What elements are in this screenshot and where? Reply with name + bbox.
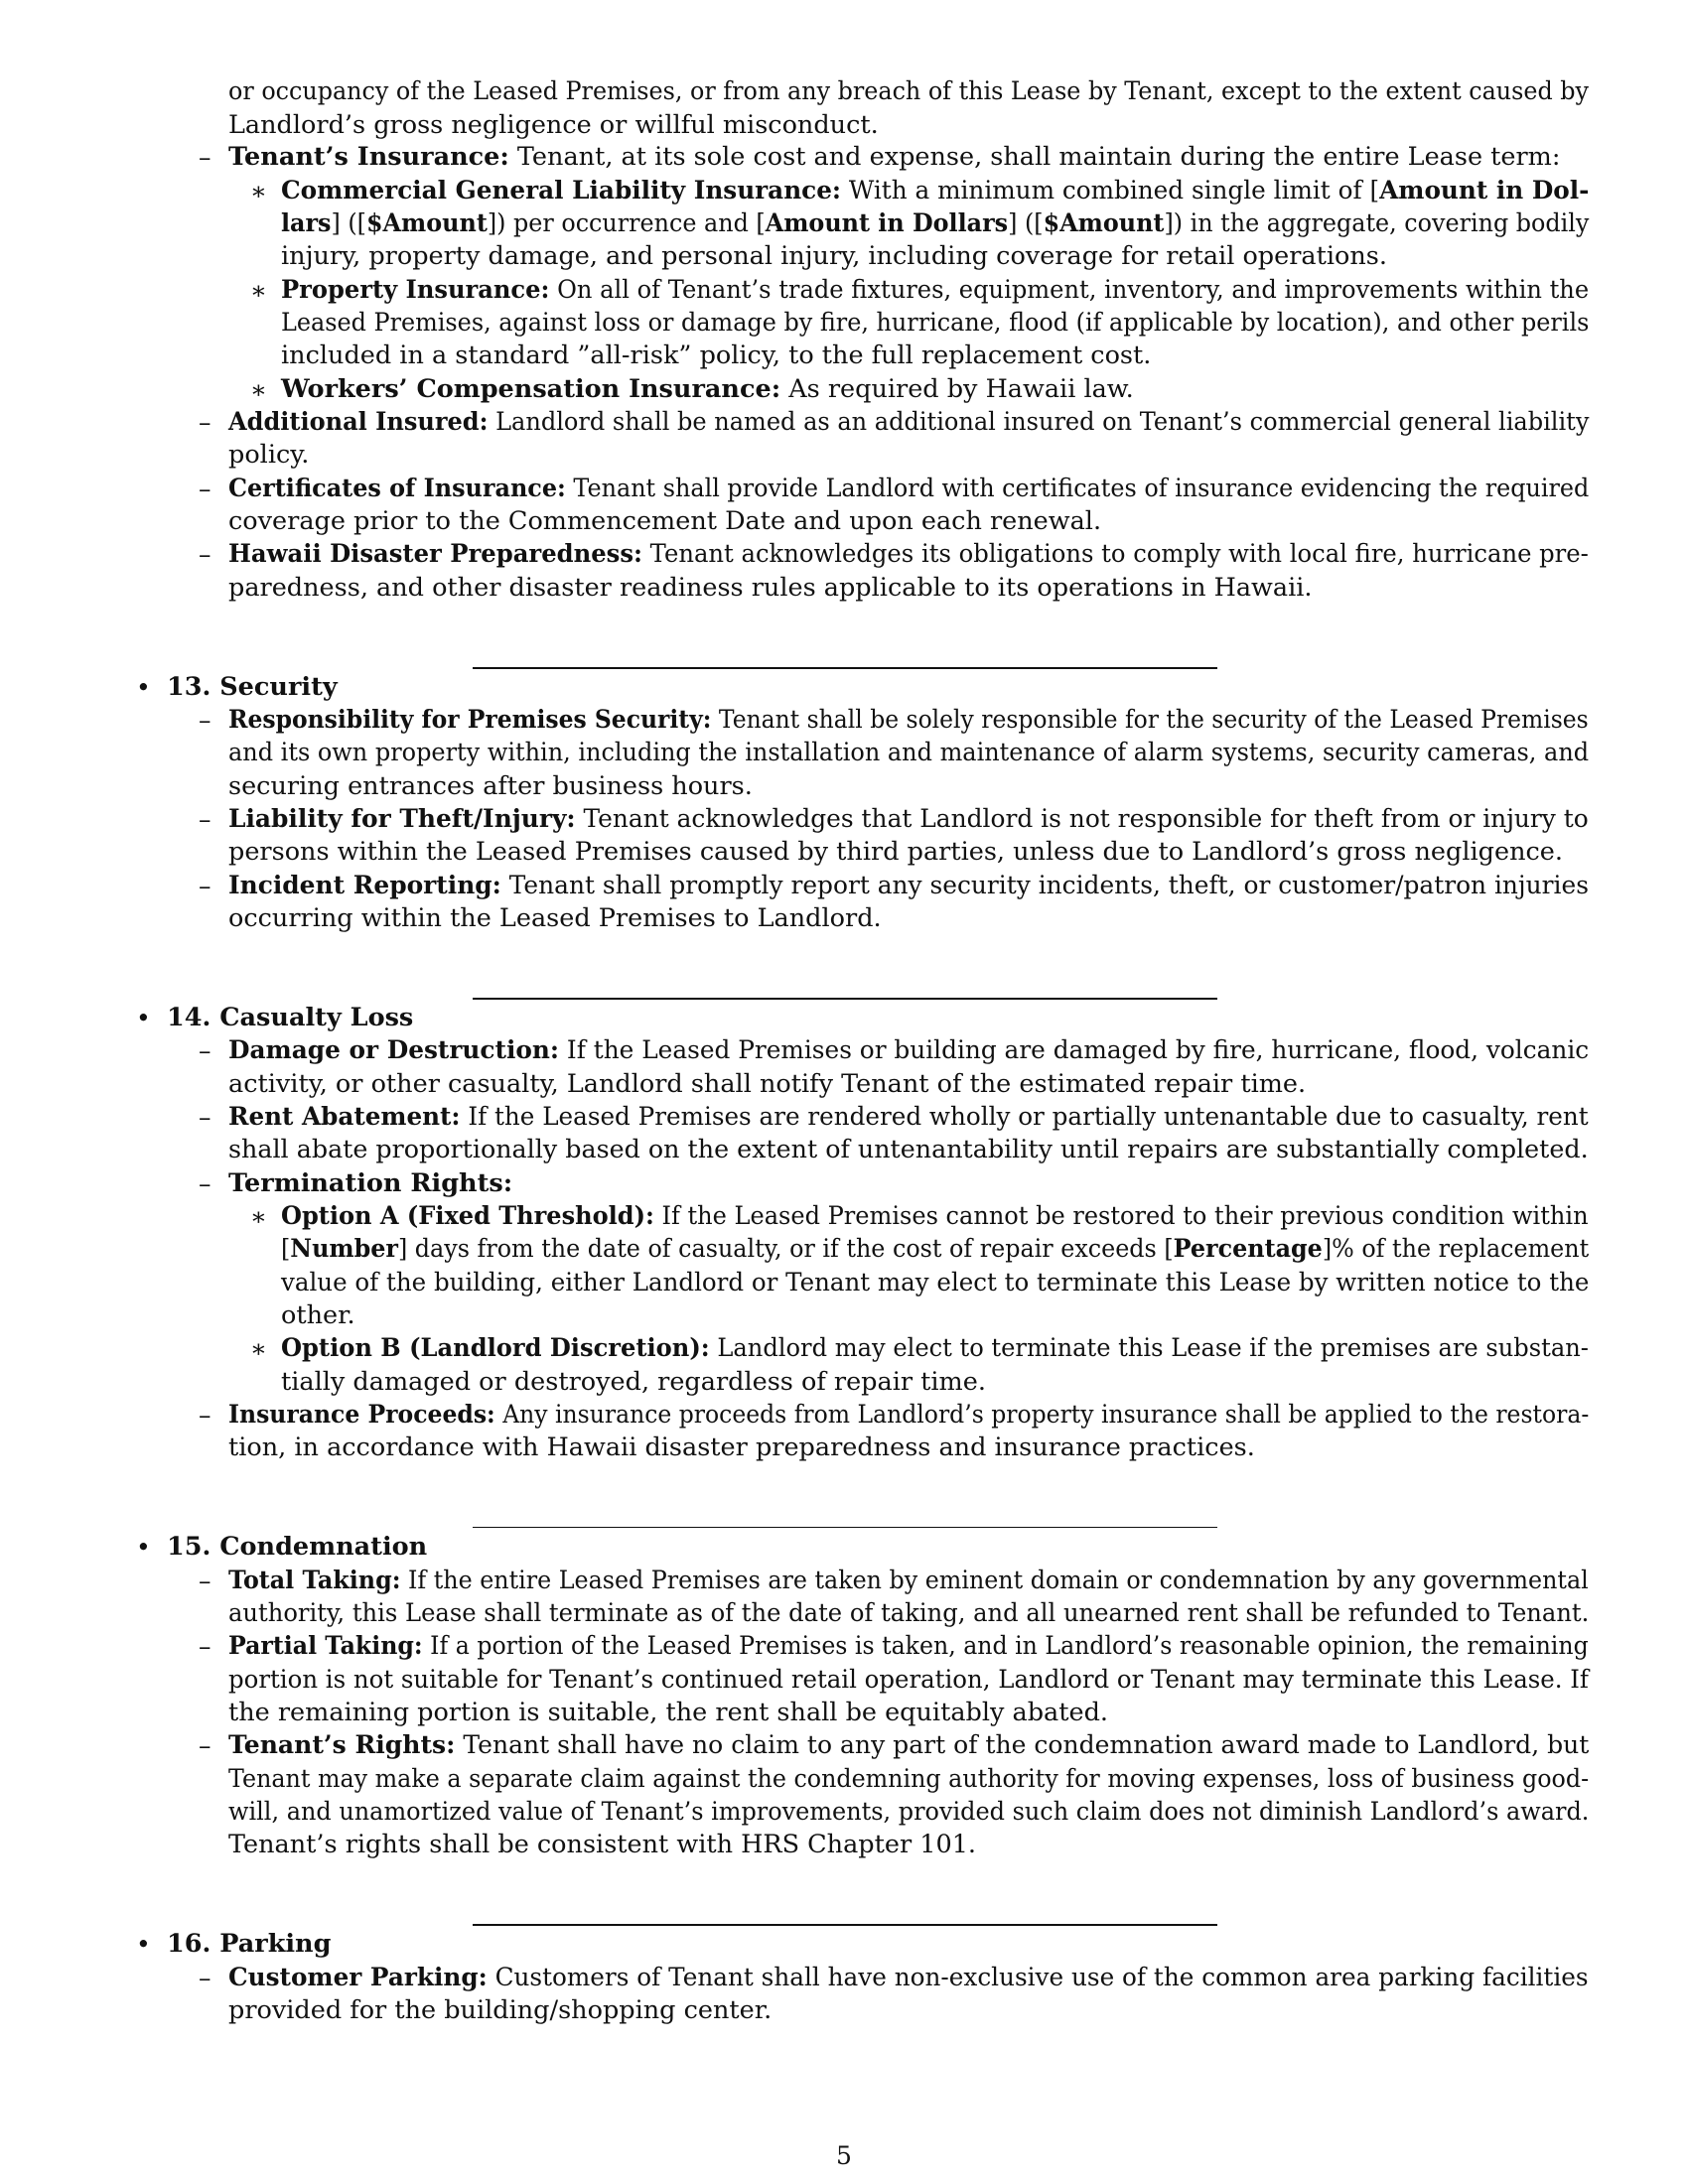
bold-text: $Amount: [365, 208, 488, 238]
text-line: [228, 1630, 1589, 1663]
text-run: Tenant’s rights shall be consistent with HRS Chapter 101.: [228, 1830, 977, 1859]
text-run: If the Leased Premises cannot be restored to their previous condition within: [653, 1201, 1589, 1231]
text-line: [281, 373, 1134, 406]
bold-text: Certificates of Insurance:: [228, 474, 566, 503]
section-divider: [473, 998, 1217, 1000]
bold-text: Number: [290, 1234, 398, 1264]
text-run: occurring within the Leased Premises to Landlord.: [228, 903, 882, 933]
text-line: [228, 902, 882, 935]
bold-text: Option B (Landlord Discretion):: [281, 1333, 710, 1363]
bold-text: lars: [281, 208, 332, 238]
text-run: If the Leased Premises or building are damaged by fire, hurricane, flood, volcanic: [559, 1035, 1590, 1065]
bold-text: Property Insurance:: [281, 275, 550, 305]
text-run: Landlord’s gross negligence or willful misconduct.: [228, 110, 879, 140]
sub-bullet-marker: ∗: [250, 375, 267, 404]
text-line: [228, 1597, 1589, 1630]
text-run: provided for the building/shopping center.: [228, 1995, 773, 2025]
dash-marker: –: [199, 1964, 211, 1992]
text-run: Tenant shall be solely responsible for the security of the Leased Premises: [711, 705, 1589, 735]
text-line: [167, 1531, 427, 1564]
bullet-marker: •: [136, 1004, 151, 1032]
text-run: [: [281, 1234, 291, 1264]
text-run: or occupancy of the Leased Premises, or from any breach of this Lease by Tenant, except to the extent caused by: [228, 76, 1590, 106]
text-line: [228, 803, 1589, 836]
section-divider: [473, 1527, 1217, 1528]
text-line: [281, 1299, 355, 1332]
text-run: Tenant shall promptly report any security incidents, theft, or customer/patron injuries: [500, 871, 1589, 900]
page-number: 5: [836, 2141, 852, 2170]
text-run: ] days from the date of casualty, or if the cost of repair exceeds [: [397, 1234, 1174, 1264]
text-line: [228, 473, 1589, 505]
text-run: If a portion of the Leased Premises is taken, and in Landlord’s reasonable opinion, the remaining: [422, 1631, 1589, 1661]
text-line: [228, 1399, 1589, 1432]
text-line: [228, 505, 1101, 538]
bold-text: 16. Parking: [167, 1929, 332, 1959]
text-run: Landlord shall be named as an additional insured on Tenant’s commercial general liability: [488, 407, 1590, 437]
bold-text: Rent Abatement:: [228, 1102, 461, 1132]
text-run: paredness, and other disaster readiness rules applicable to its operations in Hawaii.: [228, 573, 1313, 603]
text-line: [228, 1167, 512, 1200]
text-run: Tenant acknowledges that Landlord is not responsible for theft from or injury to: [575, 804, 1589, 834]
text-line: [281, 1267, 1589, 1299]
text-run: activity, or other casualty, Landlord shall notify Tenant of the estimated repair time.: [228, 1069, 1307, 1099]
text-run: Tenant, at its sole cost and expense, shall maintain during the entire Lease term:: [508, 142, 1561, 172]
text-run: Tenant may make a separate claim against the condemning authority for moving expenses, loss of business good-: [228, 1764, 1590, 1794]
text-run: tion, in accordance with Hawaii disaster preparedness and insurance practices.: [228, 1433, 1255, 1462]
sub-bullet-marker: ∗: [250, 177, 267, 205]
bullet-marker: •: [136, 673, 151, 702]
dash-marker: –: [199, 1401, 211, 1430]
section-divider: [473, 667, 1217, 669]
text-line: [228, 1432, 1255, 1464]
text-run: tially damaged or destroyed, regardless of repair time.: [281, 1367, 986, 1397]
dash-marker: –: [199, 706, 211, 735]
text-run: With a minimum combined single limit of [: [841, 176, 1380, 205]
text-line: [228, 538, 1589, 571]
text-run: Landlord may elect to terminate this Lease if the premises are substan-: [709, 1333, 1589, 1363]
bold-text: Option A (Fixed Threshold):: [281, 1201, 654, 1231]
bold-text: Damage or Destruction:: [228, 1035, 560, 1065]
text-run: ]) in the aggregate, covering bodily: [1164, 208, 1590, 238]
text-line: [228, 1068, 1306, 1101]
bold-text: Total Taking:: [228, 1566, 401, 1595]
bold-text: Insurance Proceeds:: [228, 1400, 495, 1430]
text-line: [281, 207, 1589, 240]
bold-text: 14. Casualty Loss: [167, 1003, 414, 1032]
text-line: [281, 340, 1151, 372]
dash-marker: –: [199, 872, 211, 900]
text-run: authority, this Lease shall terminate as of the date of taking, and all unearned rent shall be refunded to Tenant.: [228, 1598, 1590, 1628]
text-run: shall abate proportionally based on the extent of untenantability until repairs are substantially completed.: [228, 1135, 1589, 1164]
text-run: will, and unamortized value of Tenant’s improvements, provided such claim does not diminish Landlord’s award.: [228, 1797, 1590, 1827]
dash-marker: –: [199, 408, 211, 437]
text-line: [228, 1697, 1108, 1729]
text-line: [228, 141, 1560, 174]
text-run: Leased Premises, against loss or damage by fire, hurricane, flood (if applicable by location), and other perils: [281, 308, 1590, 338]
dash-marker: –: [199, 1103, 211, 1132]
text-line: [228, 1565, 1589, 1597]
dash-marker: –: [199, 1731, 211, 1760]
text-line: [228, 1134, 1589, 1166]
text-line: [281, 1200, 1589, 1233]
bold-text: Responsibility for Premises Security:: [228, 705, 712, 735]
dash-marker: –: [199, 540, 211, 569]
text-run: coverage prior to the Commencement Date and upon each renewal.: [228, 506, 1102, 536]
bold-text: $Amount: [1043, 208, 1165, 238]
text-line: [228, 1829, 976, 1861]
text-run: ] ([: [331, 208, 366, 238]
bold-text: Incident Reporting:: [228, 871, 501, 900]
text-run: ]) per occurrence and [: [487, 208, 766, 238]
text-line: [228, 1796, 1589, 1829]
bullet-marker: •: [136, 1930, 151, 1959]
text-line: [228, 406, 1589, 439]
sub-bullet-marker: ∗: [250, 1202, 267, 1231]
text-line: [167, 1928, 331, 1961]
text-line: [281, 274, 1589, 307]
text-line: [281, 1366, 986, 1399]
text-run: ]% of the replacement: [1322, 1234, 1590, 1264]
text-line: [228, 1994, 772, 2027]
bold-text: Hawaii Disaster Preparedness:: [228, 539, 642, 569]
text-line: [281, 1332, 1589, 1365]
text-line: [228, 704, 1589, 737]
text-run: If the Leased Premises are rendered wholly or partially untenantable due to casualty, rent: [460, 1102, 1589, 1132]
bold-text: Additional Insured:: [228, 407, 489, 437]
text-line: [281, 175, 1589, 207]
bold-text: Amount in Dollars: [765, 208, 1009, 238]
text-run: value of the building, either Landlord or Tenant may elect to terminate this Lease by written notice to the: [281, 1268, 1590, 1297]
sub-bullet-marker: ∗: [250, 276, 267, 305]
bold-text: Liability for Theft/Injury:: [228, 804, 576, 834]
text-line: [228, 836, 1563, 869]
text-run: injury, property damage, and personal injury, including coverage for retail operations.: [281, 241, 1387, 271]
text-line: [228, 75, 1589, 108]
text-line: [228, 572, 1313, 605]
dash-marker: –: [199, 1036, 211, 1065]
bold-text: Tenant’s Insurance:: [228, 142, 509, 172]
dash-marker: –: [199, 475, 211, 503]
bold-text: Customer Parking:: [228, 1963, 488, 1992]
text-run: portion is not suitable for Tenant’s continued retail operation, Landlord or Tenant may terminate this Lease. If: [228, 1665, 1589, 1695]
bullet-marker: •: [136, 1533, 151, 1562]
dash-marker: –: [199, 1169, 211, 1198]
bold-text: Partial Taking:: [228, 1631, 423, 1661]
text-run: policy.: [228, 440, 310, 470]
text-run: If the entire Leased Premises are taken by eminent domain or condemnation by any governmental: [400, 1566, 1589, 1595]
text-run: and its own property within, including the installation and maintenance of alarm systems, security cameras, and: [228, 738, 1590, 767]
text-run: other.: [281, 1300, 355, 1330]
text-line: [228, 1729, 1589, 1762]
text-line: [228, 109, 879, 142]
bold-text: Termination Rights:: [228, 1168, 513, 1198]
text-run: persons within the Leased Premises caused by third parties, unless due to Landlord’s gross negligence.: [228, 837, 1563, 867]
text-line: [228, 737, 1589, 769]
text-run: Any insurance proceeds from Landlord’s property insurance shall be applied to the restora-: [494, 1400, 1590, 1430]
bold-text: 15. Condemnation: [167, 1532, 428, 1562]
bold-text: Commercial General Liability Insurance:: [281, 176, 842, 205]
text-run: Tenant shall provide Landlord with certificates of insurance evidencing the required: [565, 474, 1590, 503]
text-run: securing entrances after business hours.: [228, 771, 753, 801]
bold-text: Workers’ Compensation Insurance:: [281, 374, 781, 404]
dash-marker: –: [199, 805, 211, 834]
text-run: Tenant shall have no claim to any part of the condemnation award made to Landlord, but: [455, 1730, 1590, 1760]
text-line: [228, 1101, 1589, 1134]
sub-bullet-marker: ∗: [250, 1334, 267, 1363]
text-line: [228, 439, 309, 472]
text-line: [228, 870, 1589, 902]
bold-text: 13. Security: [167, 672, 338, 702]
bold-text: Amount in Dol-: [1379, 176, 1590, 205]
text-line: [167, 671, 338, 704]
text-run: the remaining portion is suitable, the rent shall be equitably abated.: [228, 1698, 1109, 1727]
text-run: included in a standard ”all-risk” policy, to the full replacement cost.: [281, 341, 1152, 370]
dash-marker: –: [199, 143, 211, 172]
text-run: On all of Tenant’s trade fixtures, equipment, inventory, and improvements within the: [549, 275, 1590, 305]
bold-text: Tenant’s Rights:: [228, 1730, 456, 1760]
dash-marker: –: [199, 1632, 211, 1661]
dash-marker: –: [199, 1567, 211, 1595]
text-run: As required by Hawaii law.: [780, 374, 1134, 404]
text-run: ] ([: [1008, 208, 1044, 238]
text-line: [228, 770, 753, 803]
text-line: [281, 240, 1387, 273]
text-line: [228, 1034, 1589, 1067]
text-line: [228, 1763, 1589, 1796]
text-line: [281, 307, 1589, 340]
text-run: Customers of Tenant shall have non-exclusive use of the common area parking facilities: [487, 1963, 1589, 1992]
bold-text: Percentage: [1173, 1234, 1323, 1264]
text-line: [167, 1002, 413, 1034]
text-line: [281, 1233, 1589, 1266]
text-line: [228, 1962, 1589, 1994]
text-line: [228, 1664, 1589, 1697]
section-divider: [473, 1924, 1217, 1926]
text-run: Tenant acknowledges its obligations to comply with local fire, hurricane pre-: [641, 539, 1589, 569]
